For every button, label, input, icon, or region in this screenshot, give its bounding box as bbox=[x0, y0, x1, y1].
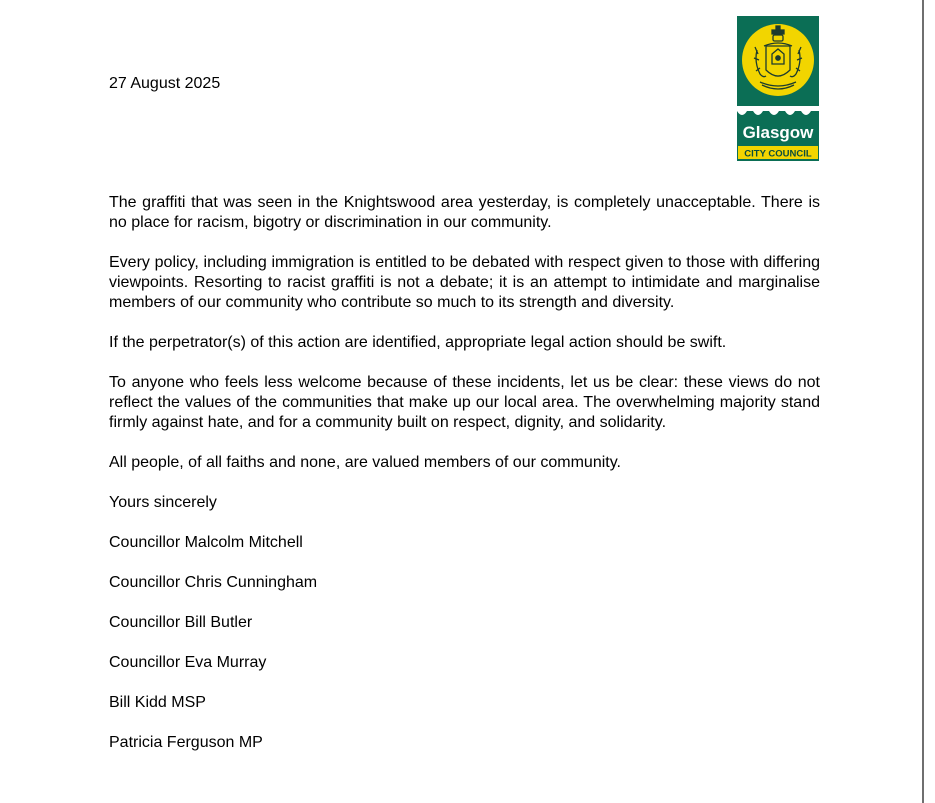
letter-paragraph: All people, of all faiths and none, are valued members of our community. bbox=[109, 454, 621, 471]
signatory-name: Councillor Malcolm Mitchell bbox=[109, 534, 303, 551]
logo-name: Glasgow bbox=[742, 123, 814, 142]
signatory-name: Bill Kidd MSP bbox=[109, 694, 206, 711]
letter-paragraph: Every policy, including immigration is entitled to be debated with respect given to those with differing viewpoints. Resorting to racist graffiti is not a debate; it is an attempt to intimidate and marginalise members of our community who contribute so much to its strength and diversity. bbox=[109, 254, 820, 311]
page-margin bbox=[924, 0, 935, 803]
glasgow-city-council-logo bbox=[737, 16, 819, 161]
signatory-name: Councillor Chris Cunningham bbox=[109, 574, 318, 591]
letter-closing: Yours sincerely bbox=[109, 494, 217, 511]
letter-paragraph: To anyone who feels less welcome because of these incidents, let us be clear: these views do not reflect the values of the communities that make up our local area. The overwhelming majority stand firmly against hate, and for a community built on respect, dignity, and solidarity. bbox=[109, 374, 820, 431]
signatory-name: Councillor Bill Butler bbox=[109, 614, 253, 631]
signatory-name: Councillor Eva Murray bbox=[109, 654, 267, 671]
logo-wave-band bbox=[737, 106, 819, 111]
letter-paragraph: The graffiti that was seen in the Knightswood area yesterday, is completely unacceptable. There is no place for racism, bigotry or discrimination in our community. bbox=[109, 194, 820, 231]
logo-subtitle: CITY COUNCIL bbox=[744, 148, 812, 160]
letter-date: 27 August 2025 bbox=[109, 75, 221, 92]
letter-paragraph: If the perpetrator(s) of this action are identified, appropriate legal action should be swift. bbox=[109, 334, 727, 351]
signatory-name: Patricia Ferguson MP bbox=[109, 734, 263, 751]
letter-body bbox=[109, 193, 820, 773]
